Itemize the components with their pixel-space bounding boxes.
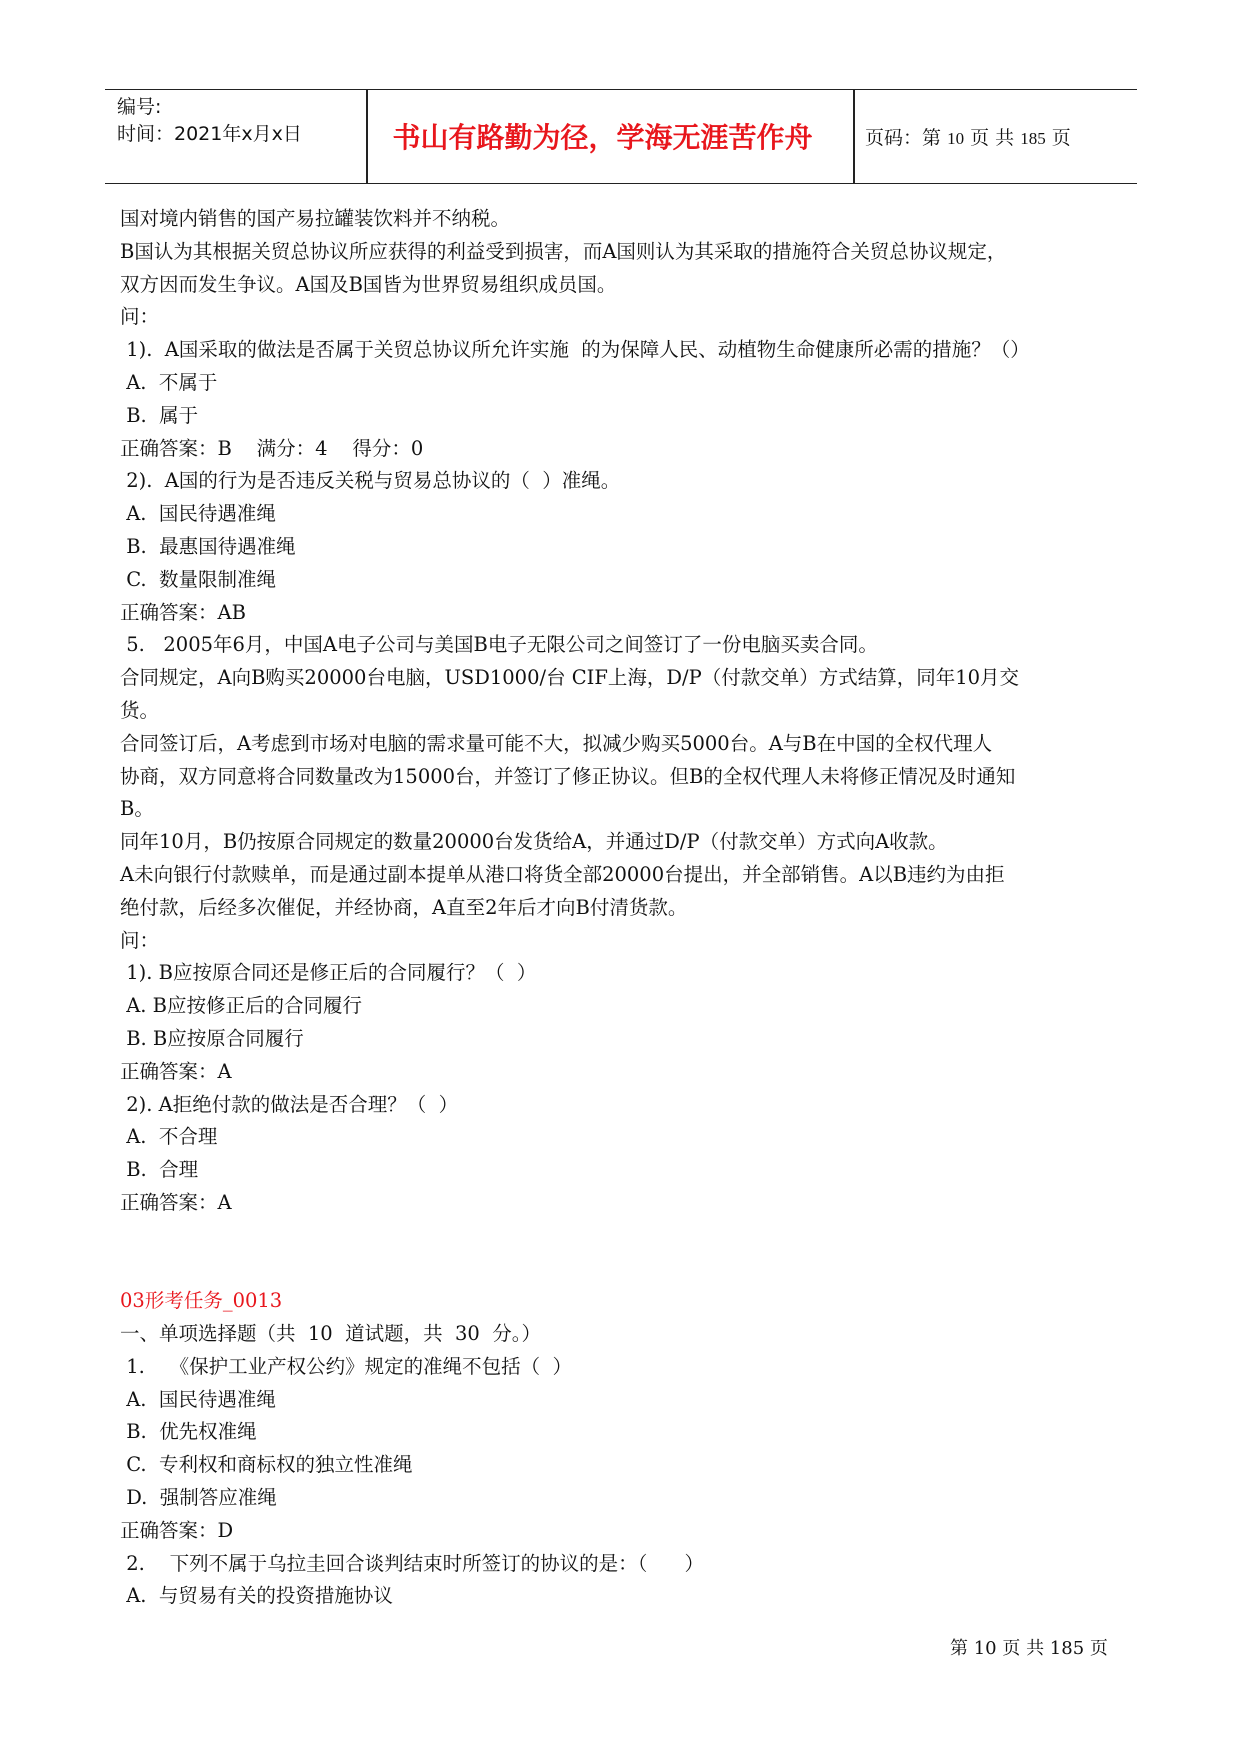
document-number-label: 编号: bbox=[117, 96, 162, 118]
body-line: 2. 下列不属于乌拉圭回合谈判结束时所签订的协议的是：（ ） bbox=[120, 1551, 705, 1575]
body-line: C. 数量限制准绳 bbox=[120, 567, 277, 591]
body-line: 双方因而发生争议。A国及B国皆为世界贸易组织成员国。 bbox=[120, 272, 617, 296]
body-line: B. 合理 bbox=[120, 1158, 199, 1182]
body-line: A. 与贸易有关的投资措施协议 bbox=[120, 1584, 393, 1608]
body-line: A. 国民待遇准绳 bbox=[120, 1387, 276, 1411]
body-line: 国对境内销售的国产易拉罐装饮料并不纳税。 bbox=[120, 207, 511, 230]
body-line: B. 属于 bbox=[120, 403, 199, 427]
body-line: A未向银行付款赎单，而是通过副本提单从港口将货全部20000台提出，并全部销售。A以B违约为由拒 bbox=[120, 862, 1005, 886]
body-line: A. 不属于 bbox=[120, 370, 218, 394]
document-body bbox=[120, 203, 1135, 1613]
page-suffix: 页 bbox=[1051, 127, 1071, 149]
body-line: A. 国民待遇准绳 bbox=[120, 502, 276, 526]
body-line: 问： bbox=[120, 305, 160, 329]
body-line: 货。 bbox=[120, 698, 160, 722]
header-motto: 书山有路勤为径，学海无涯苦作舟 bbox=[392, 121, 813, 154]
body-line: B. 最惠国待遇准绳 bbox=[120, 534, 296, 558]
body-line: A. 不合理 bbox=[120, 1125, 218, 1149]
body-line: 正确答案：B 满分：4 得分：0 bbox=[120, 436, 424, 460]
body-line: 1). B应按原合同还是修正后的合同履行？（ ） bbox=[120, 961, 537, 985]
body-line: 一、单项选择题（共 10 道试题，共 30 分。） bbox=[120, 1322, 541, 1346]
body-line: 正确答案：A bbox=[120, 1190, 232, 1214]
page-current: 10 bbox=[947, 129, 965, 148]
body-line: 2). A国的行为是否违反关税与贸易总协议的（ ）准绳。 bbox=[120, 469, 621, 493]
body-line: 正确答案：AB bbox=[120, 600, 246, 624]
body-line: 同年10月，B仍按原合同规定的数量20000台发货给A，并通过D/P（付款交单）方式向A收款。 bbox=[120, 830, 948, 854]
body-line: 5. 2005年6月，中国A电子公司与美国B电子无限公司之间签订了一份电脑买卖合同。 bbox=[120, 633, 878, 657]
body-line: 2). A拒绝付款的做法是否合理？（ ） bbox=[120, 1092, 459, 1116]
header-divider-right bbox=[853, 90, 855, 183]
body-line: C. 专利权和商标权的独立性准绳 bbox=[120, 1453, 413, 1477]
body-line: A. B应按修正后的合同履行 bbox=[120, 994, 363, 1018]
body-line: B。 bbox=[120, 797, 154, 821]
body-line: 绝付款，后经多次催促，并经协商，A直至2年后才向B付清货款。 bbox=[120, 895, 688, 919]
page-header bbox=[105, 89, 1137, 184]
body-line: 问： bbox=[120, 928, 160, 952]
body-line: 合同签订后，A考虑到市场对电脑的需求量可能不大，拟减少购买5000台。A与B在中国的全权代理人 bbox=[120, 731, 993, 755]
section-heading: 03形考任务_0013 bbox=[120, 1289, 283, 1313]
page-total: 185 bbox=[1020, 129, 1046, 148]
header-info bbox=[117, 94, 302, 148]
body-line bbox=[120, 1220, 1135, 1253]
page-footer: 第 10 页 共 185 页 bbox=[950, 1638, 1108, 1659]
body-line: B国认为其根据关贸总协议所应获得的利益受到损害，而A国则认为其采取的措施符合关贸总协议规定， bbox=[120, 239, 1007, 263]
body-line: 协商，双方同意将合同数量改为15000台，并签订了修正协议。但B的全权代理人未将修正情况及时通知 bbox=[120, 764, 1016, 788]
body-line: 正确答案：D bbox=[120, 1518, 234, 1542]
body-line: B. 优先权准绳 bbox=[120, 1420, 257, 1444]
body-line: 合同规定，A向B购买20000台电脑，USD1000/台 CIF上海，D/P（付款交单）方式结算，同年10月交 bbox=[120, 666, 1020, 690]
body-line bbox=[120, 1253, 1135, 1286]
body-line: 1. 《保护工业产权公约》规定的准绳不包括（ ） bbox=[120, 1354, 572, 1378]
body-line: 1). A国采取的做法是否属于关贸总协议所允许实施 的为保障人民、动植物生命健康所必需的措施？（） bbox=[120, 338, 1030, 362]
document-date-label: 时间：2021年x月x日 bbox=[117, 123, 302, 145]
page-prefix: 页码：第 bbox=[865, 127, 942, 149]
body-line: B. B应按原合同履行 bbox=[120, 1026, 304, 1050]
page-mid: 页 共 bbox=[970, 127, 1015, 149]
body-line: 正确答案：A bbox=[120, 1059, 232, 1083]
body-line: D. 强制答应准绳 bbox=[120, 1486, 277, 1510]
header-page-number bbox=[865, 123, 1071, 150]
